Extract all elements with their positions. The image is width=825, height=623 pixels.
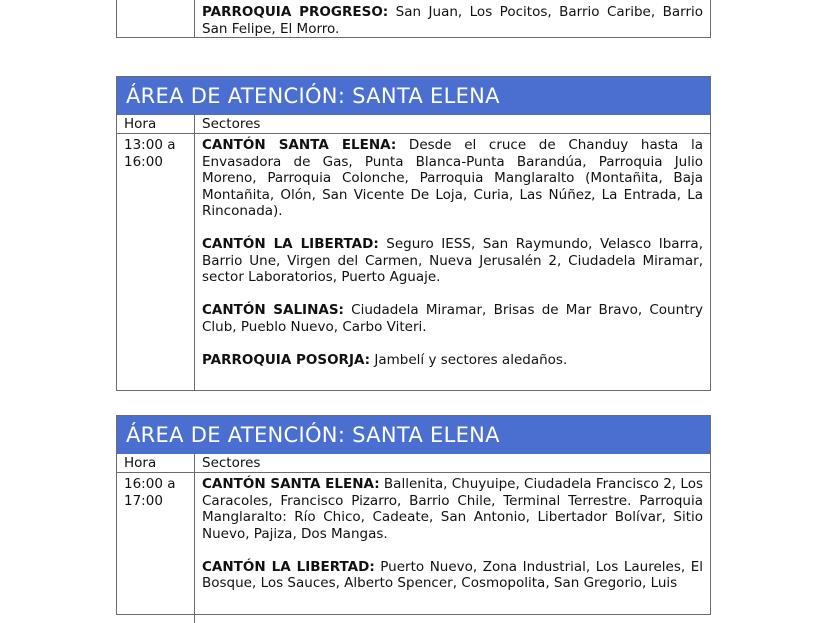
top-sectores-cell xyxy=(195,0,710,37)
table1-paragraph-label: CANTÓN SANTA ELENA: xyxy=(202,137,397,153)
table1-col-hora: Hora xyxy=(117,115,195,133)
top-hora-cell xyxy=(117,0,195,37)
table1-paragraph-text: Jambelí y sectores aledaños. xyxy=(370,351,568,368)
table1-paragraph-text: Seguro IESS, San Raymundo, Velasco Ibarra, Barrio Une, Virgen del Carmen, Nueva Jerusalén 2, Ciudadela Miramar, sector Laboratorios, Puerto Aguaje. xyxy=(202,236,703,285)
table1-col-sectores: Sectores xyxy=(202,116,261,132)
table2-sectores xyxy=(195,473,710,623)
table1-row xyxy=(117,134,710,390)
table1-header-row xyxy=(117,115,710,134)
table1-hora xyxy=(117,134,195,390)
top-paragraph xyxy=(202,4,703,37)
schedule-table-2 xyxy=(116,415,711,615)
top-table xyxy=(116,0,711,38)
table2-header-row xyxy=(117,454,710,473)
table1-title: ÁREA DE ATENCIÓN: SANTA ELENA xyxy=(117,77,710,115)
table1-paragraph-label: PARROQUIA POSORJA: xyxy=(202,351,371,368)
top-paragraph-label: PARROQUIA PROGRESO: xyxy=(202,4,389,20)
table1-paragraph xyxy=(202,137,703,220)
table2-paragraph-label: CANTÓN LA LIBERTAD: xyxy=(202,558,375,575)
table2-row xyxy=(117,473,710,623)
table1-paragraph-text: Desde el cruce de Chanduy hasta la Envasadora de Gas, Punta Blanca-Punta Barandúa, Parroquia Julio Moreno, Parroquia Colonche, Parroquia Manglaralto (Montañita, Baja Montañita, Olón, San Vicente De Loja, Curia, Las Núñez, La Entrada, La Rinconada). xyxy=(202,137,703,219)
table2-paragraph-label: CANTÓN SANTA ELENA: xyxy=(202,476,380,492)
top-paragraph-text: San Juan, Los Pocitos, Barrio Caribe, Barrio San Felipe, El Morro. xyxy=(202,4,704,37)
table1-paragraph xyxy=(202,236,703,286)
table1-paragraph-label: CANTÓN SALINAS: xyxy=(202,302,344,318)
schedule-table-1 xyxy=(116,76,711,391)
table1-sectores xyxy=(195,134,710,390)
table2-paragraph-text: Puerto Nuevo, Zona Industrial, Los Laureles, El Bosque, Los Sauces, Alberto Spencer, Cosmopolita, San Gregorio, Luis xyxy=(202,558,703,591)
table2-paragraph xyxy=(202,559,703,592)
table2-col-sectores: Sectores xyxy=(202,455,261,471)
table2-hora-text: 16:00 a 17:00 xyxy=(124,476,176,509)
table1-hora-text: 13:00 a 16:00 xyxy=(124,137,176,170)
table1-paragraph-label: CANTÓN LA LIBERTAD: xyxy=(202,236,379,252)
table1-paragraph-text: Ciudadela Miramar, Brisas de Mar Bravo, Country Club, Pueblo Nuevo, Carbo Viteri. xyxy=(202,302,703,335)
table2-hora xyxy=(117,473,195,623)
table2-col-hora: Hora xyxy=(117,454,195,472)
table1-paragraph xyxy=(202,352,703,369)
table1-paragraph xyxy=(202,302,703,335)
table2-paragraph-text: Ballenita, Chuyuipe, Ciudadela Francisco 2, Los Caracoles, Francisco Pizarro, Barrio Chile, Terminal Terrestre. Parroquia Manglaralto: Río Chico, Cadeate, San Antonio, Libertador Bolívar, Sitio Nuevo, Pajiza, Dos Mangas. xyxy=(202,476,703,542)
table2-paragraph xyxy=(202,476,703,542)
table2-title: ÁREA DE ATENCIÓN: SANTA ELENA xyxy=(117,416,710,454)
